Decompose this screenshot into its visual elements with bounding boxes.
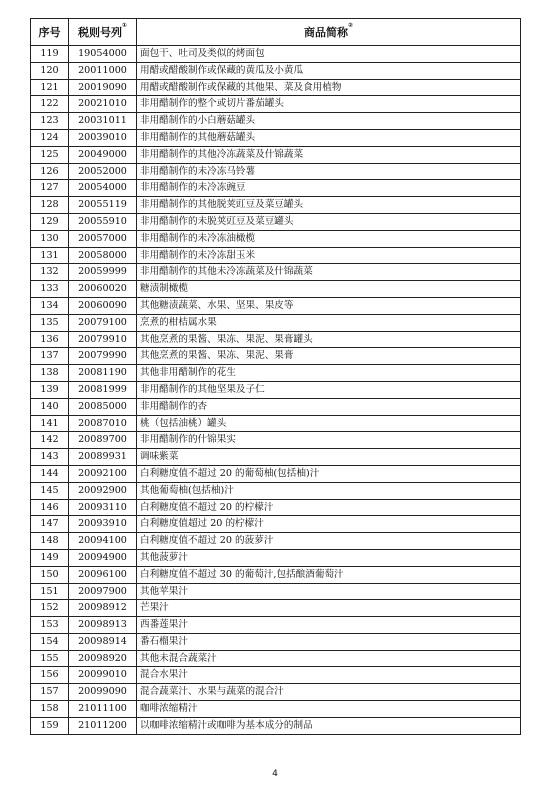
cell-tariff-code: 20094900 xyxy=(69,549,137,566)
cell-serial-number: 151 xyxy=(31,583,69,600)
cell-tariff-code: 20098912 xyxy=(69,600,137,617)
cell-product-name: 非用醋制作的其他蘑菇罐头 xyxy=(137,129,521,146)
table-row xyxy=(31,566,521,583)
cell-tariff-code: 20079990 xyxy=(69,348,137,365)
table-row xyxy=(31,415,521,432)
table-row xyxy=(31,701,521,718)
cell-tariff-code: 21011100 xyxy=(69,701,137,718)
cell-product-name: 非用醋制作的其他坚果及子仁 xyxy=(137,381,521,398)
cell-product-name: 非用醋制作的整个或切片番茄罐头 xyxy=(137,96,521,113)
cell-product-name: 非用醋制作的其他脱荚豇豆及菜豆罐头 xyxy=(137,197,521,214)
header-serial-number-label: 序号 xyxy=(38,26,61,39)
cell-tariff-code: 20096100 xyxy=(69,566,137,583)
cell-serial-number: 136 xyxy=(31,331,69,348)
table-row xyxy=(31,79,521,96)
cell-tariff-code: 20052000 xyxy=(69,163,137,180)
cell-product-name: 其他非用醋制作的花生 xyxy=(137,365,521,382)
cell-serial-number: 133 xyxy=(31,281,69,298)
cell-serial-number: 143 xyxy=(31,449,69,466)
cell-serial-number: 123 xyxy=(31,113,69,130)
cell-tariff-code: 20060020 xyxy=(69,281,137,298)
table-row xyxy=(31,533,521,550)
cell-product-name: 白利糖度值不超过 20 的菠萝汁 xyxy=(137,533,521,550)
cell-serial-number: 154 xyxy=(31,633,69,650)
table-row xyxy=(31,213,521,230)
cell-tariff-code: 20089700 xyxy=(69,432,137,449)
cell-serial-number: 134 xyxy=(31,297,69,314)
cell-product-name: 其他苹果汁 xyxy=(137,583,521,600)
table-row xyxy=(31,365,521,382)
cell-product-name: 白利糖度值超过 20 的柠檬汁 xyxy=(137,516,521,533)
cell-serial-number: 147 xyxy=(31,516,69,533)
cell-serial-number: 152 xyxy=(31,600,69,617)
header-tariff-code-label: 税则号列 xyxy=(77,26,122,39)
cell-serial-number: 127 xyxy=(31,180,69,197)
cell-product-name: 调味紫菜 xyxy=(137,449,521,466)
cell-product-name: 非用醋制作的未冷冻甜玉米 xyxy=(137,247,521,264)
cell-product-name: 其他烹煮的果酱、果冻、果泥、果膏 xyxy=(137,348,521,365)
cell-tariff-code: 20079910 xyxy=(69,331,137,348)
table-row xyxy=(31,62,521,79)
table-body xyxy=(31,46,521,735)
cell-tariff-code: 19054000 xyxy=(69,46,137,63)
cell-tariff-code: 20097900 xyxy=(69,583,137,600)
cell-tariff-code: 20058000 xyxy=(69,247,137,264)
cell-product-name: 非用醋制作的其他未冷冻蔬菜及什锦蔬菜 xyxy=(137,264,521,281)
table-row xyxy=(31,449,521,466)
table-row xyxy=(31,247,521,264)
table-row xyxy=(31,331,521,348)
table-row xyxy=(31,600,521,617)
cell-tariff-code: 20079100 xyxy=(69,314,137,331)
cell-product-name: 桃（包括油桃）罐头 xyxy=(137,415,521,432)
table-row xyxy=(31,398,521,415)
cell-product-name: 西番莲果汁 xyxy=(137,617,521,634)
table-row xyxy=(31,146,521,163)
cell-product-name: 非用醋制作的其他冷冻蔬菜及什锦蔬菜 xyxy=(137,146,521,163)
cell-serial-number: 156 xyxy=(31,667,69,684)
cell-tariff-code: 20092100 xyxy=(69,465,137,482)
cell-serial-number: 126 xyxy=(31,163,69,180)
table-row xyxy=(31,381,521,398)
cell-tariff-code: 20049000 xyxy=(69,146,137,163)
cell-serial-number: 138 xyxy=(31,365,69,382)
cell-serial-number: 150 xyxy=(31,566,69,583)
cell-product-name: 非用醋制作的未冷冻马铃薯 xyxy=(137,163,521,180)
cell-tariff-code: 20099010 xyxy=(69,667,137,684)
cell-tariff-code: 20098913 xyxy=(69,617,137,634)
cell-product-name: 其他未混合蔬菜汁 xyxy=(137,650,521,667)
table-row xyxy=(31,113,521,130)
cell-tariff-code: 20031011 xyxy=(69,113,137,130)
table-row xyxy=(31,230,521,247)
table-row xyxy=(31,667,521,684)
table-row xyxy=(31,163,521,180)
cell-serial-number: 142 xyxy=(31,432,69,449)
cell-serial-number: 144 xyxy=(31,465,69,482)
table-row xyxy=(31,549,521,566)
cell-tariff-code: 20092900 xyxy=(69,482,137,499)
cell-serial-number: 137 xyxy=(31,348,69,365)
cell-product-name: 白利糖度值不超过 30 的葡萄汁,包括酿酒葡萄汁 xyxy=(137,566,521,583)
table-row xyxy=(31,314,521,331)
footnote-marker-2: ② xyxy=(347,22,354,29)
table-row xyxy=(31,516,521,533)
table-row xyxy=(31,197,521,214)
cell-serial-number: 135 xyxy=(31,314,69,331)
cell-serial-number: 125 xyxy=(31,146,69,163)
table-row xyxy=(31,96,521,113)
header-product-name-label: 商品简称 xyxy=(303,26,348,39)
footnote-marker-1: ① xyxy=(121,22,128,29)
cell-product-name: 非用醋制作的什锦果实 xyxy=(137,432,521,449)
header-product-name xyxy=(137,19,521,46)
cell-tariff-code: 20085000 xyxy=(69,398,137,415)
cell-product-name: 非用醋制作的未冷冻豌豆 xyxy=(137,180,521,197)
cell-serial-number: 157 xyxy=(31,684,69,701)
cell-product-name: 混合蔬菜汁、水果与蔬菜的混合汁 xyxy=(137,684,521,701)
table-row xyxy=(31,432,521,449)
table-header xyxy=(31,19,521,46)
table-row xyxy=(31,281,521,298)
cell-tariff-code: 20057000 xyxy=(69,230,137,247)
cell-product-name: 白利糖度值不超过 20 的葡萄柚(包括柚)汁 xyxy=(137,465,521,482)
cell-serial-number: 119 xyxy=(31,46,69,63)
cell-tariff-code: 20081190 xyxy=(69,365,137,382)
cell-tariff-code: 20093910 xyxy=(69,516,137,533)
table-row xyxy=(31,348,521,365)
cell-tariff-code: 20039010 xyxy=(69,129,137,146)
table-row xyxy=(31,650,521,667)
cell-tariff-code: 21011200 xyxy=(69,717,137,734)
cell-serial-number: 140 xyxy=(31,398,69,415)
cell-product-name: 其他菠萝汁 xyxy=(137,549,521,566)
table-row xyxy=(31,717,521,734)
cell-product-name: 芒果汁 xyxy=(137,600,521,617)
cell-serial-number: 155 xyxy=(31,650,69,667)
cell-tariff-code: 20098914 xyxy=(69,633,137,650)
cell-serial-number: 153 xyxy=(31,617,69,634)
cell-tariff-code: 20055910 xyxy=(69,213,137,230)
cell-tariff-code: 20021010 xyxy=(69,96,137,113)
cell-tariff-code: 20019090 xyxy=(69,79,137,96)
table-row xyxy=(31,583,521,600)
header-row xyxy=(31,19,521,46)
cell-product-name: 糖渍制橄榄 xyxy=(137,281,521,298)
cell-product-name: 白利糖度值不超过 20 的柠檬汁 xyxy=(137,499,521,516)
cell-product-name: 番石榴果汁 xyxy=(137,633,521,650)
table-row xyxy=(31,465,521,482)
table-row xyxy=(31,633,521,650)
cell-product-name: 面包干、吐司及类似的烤面包 xyxy=(137,46,521,63)
cell-serial-number: 124 xyxy=(31,129,69,146)
table-row xyxy=(31,129,521,146)
cell-product-name: 用醋或醋酸制作或保藏的黄瓜及小黄瓜 xyxy=(137,62,521,79)
cell-serial-number: 158 xyxy=(31,701,69,718)
cell-serial-number: 120 xyxy=(31,62,69,79)
cell-tariff-code: 20089931 xyxy=(69,449,137,466)
table-row xyxy=(31,482,521,499)
table-row xyxy=(31,264,521,281)
table-row xyxy=(31,297,521,314)
header-serial-number xyxy=(31,19,69,46)
header-tariff-code xyxy=(69,19,137,46)
cell-tariff-code: 20059999 xyxy=(69,264,137,281)
cell-serial-number: 149 xyxy=(31,549,69,566)
cell-tariff-code: 20055119 xyxy=(69,197,137,214)
cell-product-name: 混合水果汁 xyxy=(137,667,521,684)
cell-serial-number: 121 xyxy=(31,79,69,96)
cell-product-name: 以咖啡浓缩精汁或咖啡为基本成分的制品 xyxy=(137,717,521,734)
cell-product-name: 非用醋制作的未脱荚豇豆及菜豆罐头 xyxy=(137,213,521,230)
cell-product-name: 非用醋制作的杏 xyxy=(137,398,521,415)
cell-serial-number: 159 xyxy=(31,717,69,734)
cell-product-name: 咖啡浓缩精汁 xyxy=(137,701,521,718)
cell-product-name: 其他葡萄柚(包括柚)汁 xyxy=(137,482,521,499)
cell-product-name: 烹煮的柑桔属水果 xyxy=(137,314,521,331)
cell-serial-number: 145 xyxy=(31,482,69,499)
cell-serial-number: 128 xyxy=(31,197,69,214)
cell-product-name: 用醋或醋酸制作或保藏的其他果、菜及食用植物 xyxy=(137,79,521,96)
table-row xyxy=(31,684,521,701)
cell-serial-number: 131 xyxy=(31,247,69,264)
cell-product-name: 其他烹煮的果酱、果冻、果泥、果膏罐头 xyxy=(137,331,521,348)
cell-serial-number: 148 xyxy=(31,533,69,550)
cell-serial-number: 139 xyxy=(31,381,69,398)
cell-product-name: 非用醋制作的小白蘑菇罐头 xyxy=(137,113,521,130)
cell-serial-number: 129 xyxy=(31,213,69,230)
cell-tariff-code: 20098920 xyxy=(69,650,137,667)
cell-serial-number: 146 xyxy=(31,499,69,516)
cell-tariff-code: 20099090 xyxy=(69,684,137,701)
table-row xyxy=(31,46,521,63)
cell-product-name: 非用醋制作的未冷冻油橄榄 xyxy=(137,230,521,247)
cell-serial-number: 141 xyxy=(31,415,69,432)
table-row xyxy=(31,617,521,634)
cell-tariff-code: 20081999 xyxy=(69,381,137,398)
table-row xyxy=(31,499,521,516)
cell-product-name: 其他糖渍蔬菜、水果、坚果、果皮等 xyxy=(137,297,521,314)
table-row xyxy=(31,180,521,197)
cell-serial-number: 132 xyxy=(31,264,69,281)
cell-tariff-code: 20094100 xyxy=(69,533,137,550)
cell-tariff-code: 20093110 xyxy=(69,499,137,516)
cell-serial-number: 122 xyxy=(31,96,69,113)
tariff-table xyxy=(30,18,521,735)
cell-serial-number: 130 xyxy=(31,230,69,247)
cell-tariff-code: 20011000 xyxy=(69,62,137,79)
cell-tariff-code: 20060090 xyxy=(69,297,137,314)
page-number: 4 xyxy=(272,769,278,779)
cell-tariff-code: 20054000 xyxy=(69,180,137,197)
cell-tariff-code: 20087010 xyxy=(69,415,137,432)
